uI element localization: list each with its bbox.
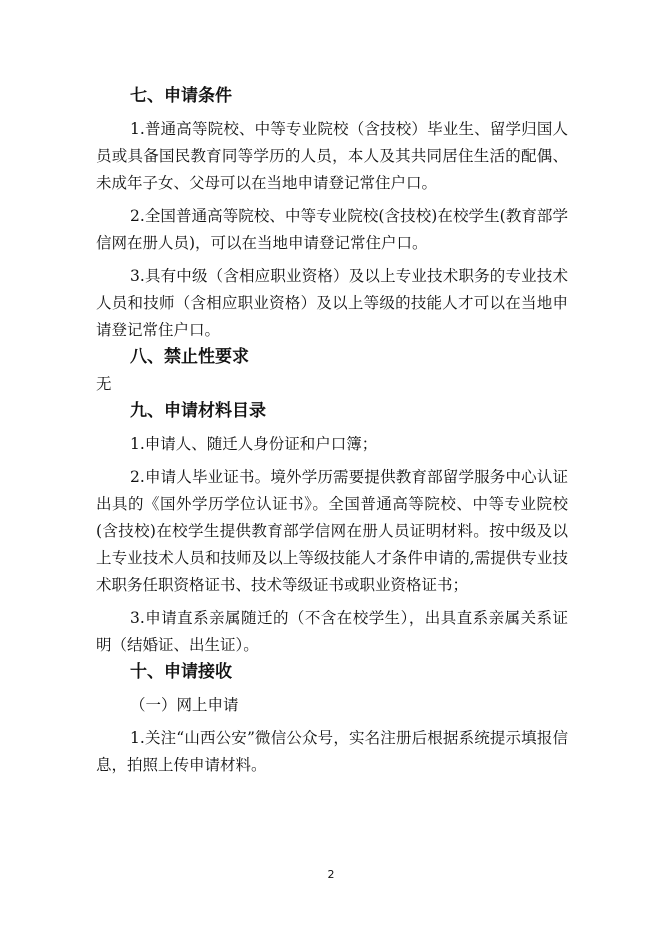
page-number: 2 bbox=[327, 868, 335, 881]
paragraph: 1.申请人、随迁人身份证和户口簿； bbox=[130, 435, 378, 453]
section-heading-submission: 十、申请接收 bbox=[130, 662, 232, 682]
paragraph: 1.普通高等院校、中等专业院校（含技校）毕业生、留学归国人员或具备国民教育同等学历的人员，本人及其共同居住生活的配偶、未成年子女、父母可以在当地申请登记常住户口。 bbox=[96, 120, 568, 192]
paragraph: 2.全国普通高等院校、中等专业院校(含技校)在校学生(教育部学信网在册人员)，可以在当地申请登记常住户口。 bbox=[96, 207, 568, 252]
subheading-online-application: （一）网上申请 bbox=[130, 696, 239, 714]
paragraph: 3.具有中级（含相应职业资格）及以上专业技术职务的专业技术人员和技师（含相应职业资格）及以上等级的技能人才可以在当地申请登记常住户口。 bbox=[96, 267, 568, 339]
section-heading-materials: 九、申请材料目录 bbox=[130, 401, 266, 421]
paragraph: 3.申请直系亲属随迁的（不含在校学生），出具直系亲属关系证明（结婚证、出生证）。 bbox=[96, 609, 568, 654]
paragraph: 无 bbox=[96, 375, 112, 393]
section-heading-prohibitions: 八、禁止性要求 bbox=[130, 347, 249, 367]
document-body bbox=[96, 83, 568, 779]
section-heading-conditions: 七、申请条件 bbox=[130, 86, 232, 106]
paragraph: 2.申请人毕业证书。境外学历需要提供教育部留学服务中心认证出具的《国外学历学位认证书》。全国普通高等院校、中等专业院校(含技校)在校学生提供教育部学信网在册人员证明材料。按中级及以上专业技术人员和技师及以上等级技能人才条件申请的,需提供专业技术职务任职资格证书、技术等级证书或职业资格证书； bbox=[96, 468, 568, 594]
paragraph: 1.关注“山西公安”微信公众号，实名注册后根据系统提示填报信息，拍照上传申请材料。 bbox=[96, 729, 568, 774]
